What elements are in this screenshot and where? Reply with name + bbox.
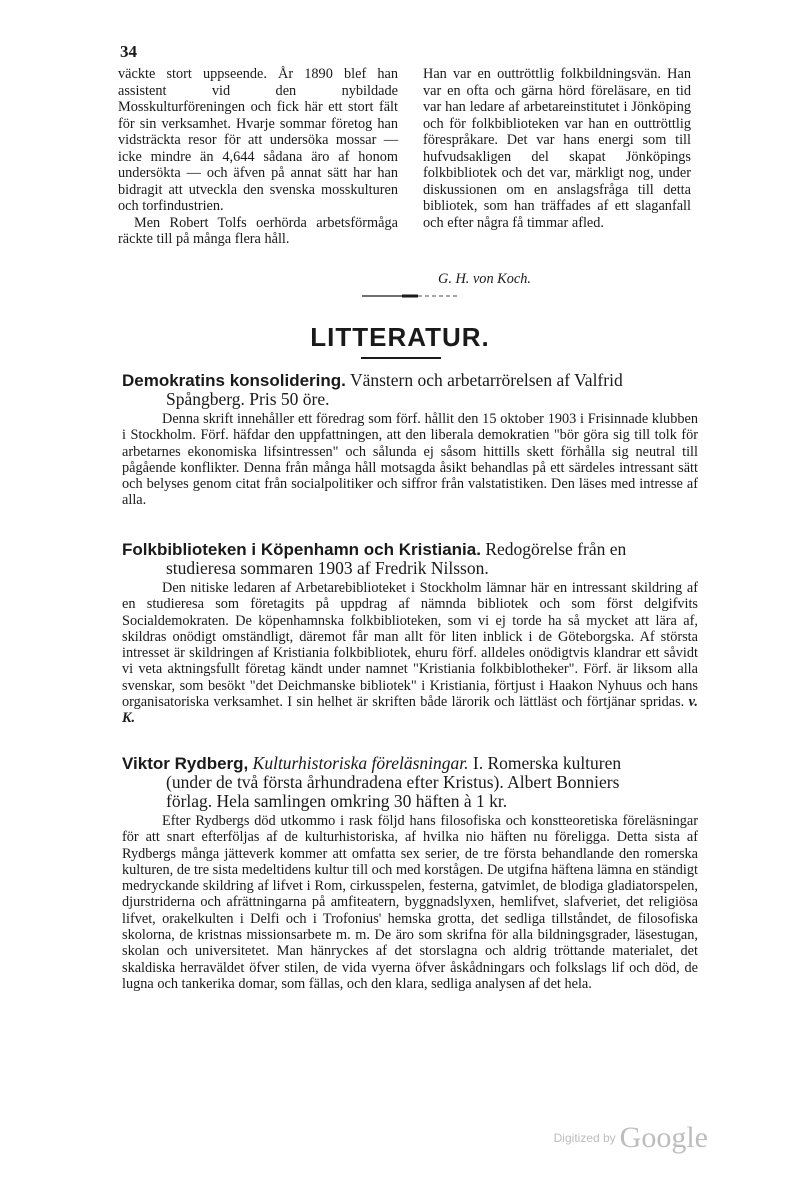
review-subtitle: I. Romerska kulturen — [468, 753, 622, 773]
review-body — [122, 813, 698, 992]
review-author: Viktor Rydberg, — [122, 754, 249, 773]
left-paragraph-2: Men Robert Tolfs oerhörda arbetsförmåga räckte till på många flera håll. — [118, 214, 398, 247]
left-paragraph-1: väckte stort uppseende. År 1890 blef han assistent vid den nybildade Mosskulturföreningen och fick här ett stort fält för sin verksamhet. Hvarje sommar företog han vidsträckta resor för att undersöka mossar — icke mindre än 4,644 sådana äro af honom undersökta — och äfven på annat sätt har han bidragit att utveckla den svenska mosskulturen och torfindustrien. — [118, 66, 398, 214]
divider-center-block — [402, 295, 418, 298]
review-heading — [122, 754, 698, 811]
review-signoff: v. K. — [122, 694, 698, 727]
review-heading-line2: Spångberg. Pris 50 öre. — [166, 389, 330, 409]
review-heading — [122, 540, 698, 578]
review-text: Denna skrift innehåller ett föredrag som förf. hållit den 15 oktober 1903 i Frisinnade klubben i Stockholm. Förf. häfdar den uppfattningen, att den liberala demokratien "bör göra sig till tolk för arbetarnes ekonomiska lifsintressen" och sålunda ej såsom hittills skett förhålla sig neutral till pågående konflikter. Denna från många håll motsagda åsikt behandlas på ett särdeles intressant sätt och belyses genom citat från socialpolitiker och siffror från valstatistiken. Den läses med intresse af alla. — [122, 411, 698, 509]
review-rydberg — [122, 754, 698, 992]
left-column — [118, 66, 398, 248]
review-title-italic: Kulturhistoriska föreläsningar. — [252, 753, 469, 773]
right-paragraph: Han var en outtröttlig folkbildningsvän. Han var en ofta och gärna hörd föreläsare, en tid var han ledare af arbetareinstitutet i Jönköping och för folkbiblioteken var han en outtröttlig förespråkare. Det var hans energi som till hufvudsakligen del skapat Jönköpings folkbibliotek och det var, märkligt nog, under diskussionen om en anslagsfråga till detta bibliotek, som han träffades af ett slaganfall och efter några få timmar afled. — [423, 66, 691, 231]
right-column — [423, 66, 691, 231]
review-text: Den nitiske ledaren af Arbetarebiblioteket i Stockholm lämnar här en intressant skildring af en studieresa som företagits på uppdrag af nämnda bibliotek och som först delgifvits Socialdemokraten. De köpenhamnska folkbiblioteken, som vi ej torde ha så mycket att lära af, skildras onödigt omständligt, däremot får man allt för liten inblick i de Göteborgska. Af största intresset är skildringen af Kristiania folkbibliotek, ehuru förf. alldeles onödigtvis klandrar ett såvidt vi veta aktningsfullt företag kändt under namnet "Kristiania folkbiblotheker". Förf. är liksom alla svenskar, som besökt "det Deichmanske bibliotek" i Kristiania, förtjust i Haakon Nyhuus och hans organisatoriska verksamhet. I sin helhet är skriften både lärorik och lättläst och förtjänar spridas. — [122, 580, 698, 711]
review-heading — [122, 371, 698, 409]
review-heading-line2: (under de två första århundradena efter Kristus). Albert Bonniers — [166, 772, 620, 792]
review-body — [122, 411, 698, 509]
review-title: Folkbiblioteken i Köpenhamn och Kristiania. — [122, 540, 481, 559]
review-subtitle: Vänstern och arbetarrörelsen af Valfrid — [345, 370, 623, 390]
section-title: LITTERATUR. — [310, 322, 490, 352]
review-heading-line2: studieresa sommaren 1903 af Fredrik Nilsson. — [166, 558, 489, 578]
review-title: Demokratins konsolidering. — [122, 371, 346, 390]
page-number: 34 — [120, 42, 137, 61]
review-text: Efter Rydbergs död utkommo i rask följd hans filosofiska och konstteoretiska föreläsningar för att snart efterföljas af de kulturhistoriska, af hvilka nio häften nu föreligga. Detta sista af Rydbergs många jätteverk kommer att omfatta sex serier, de tre första behandlande den romerska kulturen, de tre sista medeltidens kultur till och med korstågen. De utgifna häftena lämna en ständigt medryckande skildring af lifvet i Rom, cirkusspelen, festerna, gatvimlet, de blodiga gladiatorspelen, djurstriderna och afrättningarna på amfiteatern, byggnadslyxen, hemlifvet, slafveriet, det religiösa lifvet, orakelkulten i Delfi och i Trofonius' hemska grotta, det sedliga tillståndet, de filosofiska skolorna, de kristnas missionsarbete m. m. De äro som skrifna för alla bildningsgrader, läsestugan, skolan och universitetet. Man hänryckes af det storslagna och aldrig tröttande materialet, det skaldiska herraväldet öfver stilen, de vida vyerna öfver åskådningars och folkslags lif och död, de lugna och tankerika domar, som fällas, och den klara, sedliga analysen af det hela. — [122, 813, 698, 992]
article-signature: G. H. von Koch. — [438, 271, 531, 287]
review-democracy — [122, 371, 698, 509]
review-heading-line3: förlag. Hela samlingen omkring 30 häften à 1 kr. — [166, 791, 508, 811]
review-libraries — [122, 540, 698, 727]
review-subtitle: Redogörelse från en — [480, 539, 627, 559]
divider-ornament — [362, 293, 458, 299]
title-rule — [361, 357, 441, 359]
watermark-brand: Google — [619, 1121, 708, 1154]
review-body — [122, 580, 698, 727]
watermark-prefix: Digitized by — [553, 1131, 616, 1145]
digitized-watermark — [554, 1121, 708, 1155]
